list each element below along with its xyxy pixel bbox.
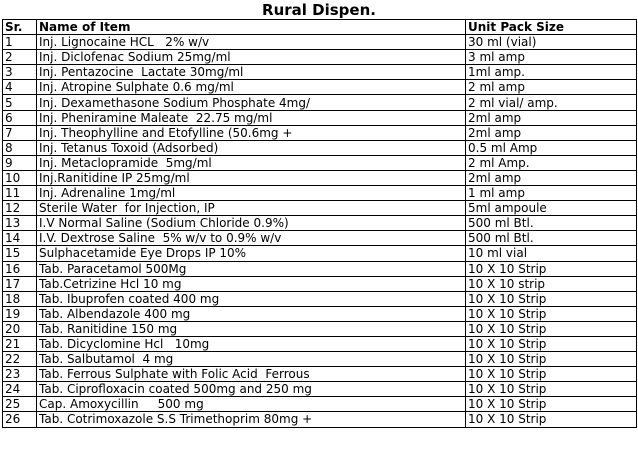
cell-name: Inj. Diclofenac Sodium 25mg/ml — [37, 50, 466, 65]
cell-name: Inj. Adrenaline 1mg/ml — [37, 186, 466, 201]
cell-sr: 25 — [3, 397, 37, 412]
table-header-row — [3, 20, 637, 35]
cell-name: I.V Normal Saline (Sodium Chloride 0.9%) — [37, 216, 466, 231]
cell-unit: 2 ml amp — [466, 80, 637, 95]
page-title: Rural Dispen. — [262, 1, 376, 19]
cell-sr: 6 — [3, 110, 37, 125]
table-row — [3, 321, 637, 336]
cell-sr: 5 — [3, 95, 37, 110]
cell-sr: 1 — [3, 35, 37, 50]
cell-sr: 20 — [3, 321, 37, 336]
cell-unit: 10 X 10 Strip — [466, 367, 637, 382]
cell-name: Inj.Ranitidine IP 25mg/ml — [37, 170, 466, 185]
cell-sr: 16 — [3, 261, 37, 276]
table-row — [3, 201, 637, 216]
cell-unit: 1 ml amp — [466, 186, 637, 201]
cell-sr: 11 — [3, 186, 37, 201]
cell-unit: 10 X 10 Strip — [466, 382, 637, 397]
table-row — [3, 110, 637, 125]
cell-unit: 1ml amp. — [466, 65, 637, 80]
items-table — [2, 19, 637, 428]
table-row — [3, 125, 637, 140]
cell-unit: 500 ml Btl. — [466, 216, 637, 231]
cell-unit: 2 ml Amp. — [466, 155, 637, 170]
cell-sr: 19 — [3, 306, 37, 321]
table-row — [3, 291, 637, 306]
cell-name: Sterile Water for Injection, IP — [37, 201, 466, 216]
table-row — [3, 397, 637, 412]
cell-unit: 2ml amp — [466, 170, 637, 185]
cell-unit: 3 ml amp — [466, 50, 637, 65]
table-row — [3, 261, 637, 276]
cell-sr: 12 — [3, 201, 37, 216]
cell-name: Tab. Ranitidine 150 mg — [37, 321, 466, 336]
cell-name: Inj. Dexamethasone Sodium Phosphate 4mg/ — [37, 95, 466, 110]
cell-unit: 10 X 10 Strip — [466, 261, 637, 276]
table-row — [3, 65, 637, 80]
cell-unit: 500 ml Btl. — [466, 231, 637, 246]
cell-sr: 14 — [3, 231, 37, 246]
cell-name: Sulphacetamide Eye Drops IP 10% — [37, 246, 466, 261]
cell-unit: 10 X 10 strip — [466, 276, 637, 291]
cell-sr: 24 — [3, 382, 37, 397]
cell-unit: 10 ml vial — [466, 246, 637, 261]
table-row — [3, 155, 637, 170]
cell-name: Tab.Cetrizine Hcl 10 mg — [37, 276, 466, 291]
cell-name: Tab. Albendazole 400 mg — [37, 306, 466, 321]
cell-name: Inj. Atropine Sulphate 0.6 mg/ml — [37, 80, 466, 95]
cell-name: Inj. Lignocaine HCL 2% w/v — [37, 35, 466, 50]
table-row — [3, 170, 637, 185]
table-row — [3, 186, 637, 201]
table-row — [3, 367, 637, 382]
cell-sr: 7 — [3, 125, 37, 140]
cell-unit: 30 ml (vial) — [466, 35, 637, 50]
cell-name: Inj. Theophylline and Etofylline (50.6mg + — [37, 125, 466, 140]
cell-sr: 2 — [3, 50, 37, 65]
cell-unit: 10 X 10 Strip — [466, 291, 637, 306]
table-row — [3, 276, 637, 291]
cell-name: Inj. Pentazocine Lactate 30mg/ml — [37, 65, 466, 80]
cell-sr: 17 — [3, 276, 37, 291]
cell-name: Inj. Tetanus Toxoid (Adsorbed) — [37, 140, 466, 155]
cell-name: I.V. Dextrose Saline 5% w/v to 0.9% w/v — [37, 231, 466, 246]
table-row — [3, 80, 637, 95]
cell-sr: 15 — [3, 246, 37, 261]
cell-name: Tab. Cotrimoxazole S.S Trimethoprim 80mg + — [37, 412, 466, 427]
table-row — [3, 382, 637, 397]
cell-name: Tab. Ferrous Sulphate with Folic Acid Ferrous — [37, 367, 466, 382]
cell-name: Tab. Dicyclomine Hcl 10mg — [37, 336, 466, 351]
table-row — [3, 231, 637, 246]
table-row — [3, 306, 637, 321]
table-row — [3, 35, 637, 50]
header-unit: Unit Pack Size — [466, 20, 637, 35]
cell-sr: 13 — [3, 216, 37, 231]
cell-unit: 10 X 10 Strip — [466, 412, 637, 427]
cell-unit: 5ml ampoule — [466, 201, 637, 216]
cell-unit: 10 X 10 Strip — [466, 306, 637, 321]
cell-name: Inj. Pheniramine Maleate 22.75 mg/ml — [37, 110, 466, 125]
cell-unit: 2ml amp — [466, 110, 637, 125]
table-row — [3, 246, 637, 261]
cell-unit: 0.5 ml Amp — [466, 140, 637, 155]
header-name: Name of Item — [37, 20, 466, 35]
table-row — [3, 216, 637, 231]
table-row — [3, 352, 637, 367]
cell-sr: 26 — [3, 412, 37, 427]
cell-sr: 4 — [3, 80, 37, 95]
cell-sr: 9 — [3, 155, 37, 170]
table-row — [3, 412, 637, 427]
cell-unit: 2 ml vial/ amp. — [466, 95, 637, 110]
cell-sr: 18 — [3, 291, 37, 306]
cell-sr: 21 — [3, 336, 37, 351]
cell-sr: 22 — [3, 352, 37, 367]
cell-unit: 10 X 10 Strip — [466, 336, 637, 351]
table-row — [3, 140, 637, 155]
cell-name: Tab. Salbutamol 4 mg — [37, 352, 466, 367]
cell-name: Tab. Ibuprofen coated 400 mg — [37, 291, 466, 306]
cell-unit: 2ml amp — [466, 125, 637, 140]
cell-sr: 23 — [3, 367, 37, 382]
header-sr: Sr. — [3, 20, 37, 35]
cell-name: Tab. Paracetamol 500Mg — [37, 261, 466, 276]
cell-sr: 8 — [3, 140, 37, 155]
cell-unit: 10 X 10 Strip — [466, 397, 637, 412]
cell-sr: 3 — [3, 65, 37, 80]
table-row — [3, 50, 637, 65]
cell-name: Tab. Ciprofloxacin coated 500mg and 250 mg — [37, 382, 466, 397]
cell-sr: 10 — [3, 170, 37, 185]
table-row — [3, 336, 637, 351]
cell-unit: 10 X 10 Strip — [466, 352, 637, 367]
cell-unit: 10 X 10 Strip — [466, 321, 637, 336]
cell-name: Cap. Amoxycillin 500 mg — [37, 397, 466, 412]
cell-name: Inj. Metaclopramide 5mg/ml — [37, 155, 466, 170]
table-row — [3, 95, 637, 110]
